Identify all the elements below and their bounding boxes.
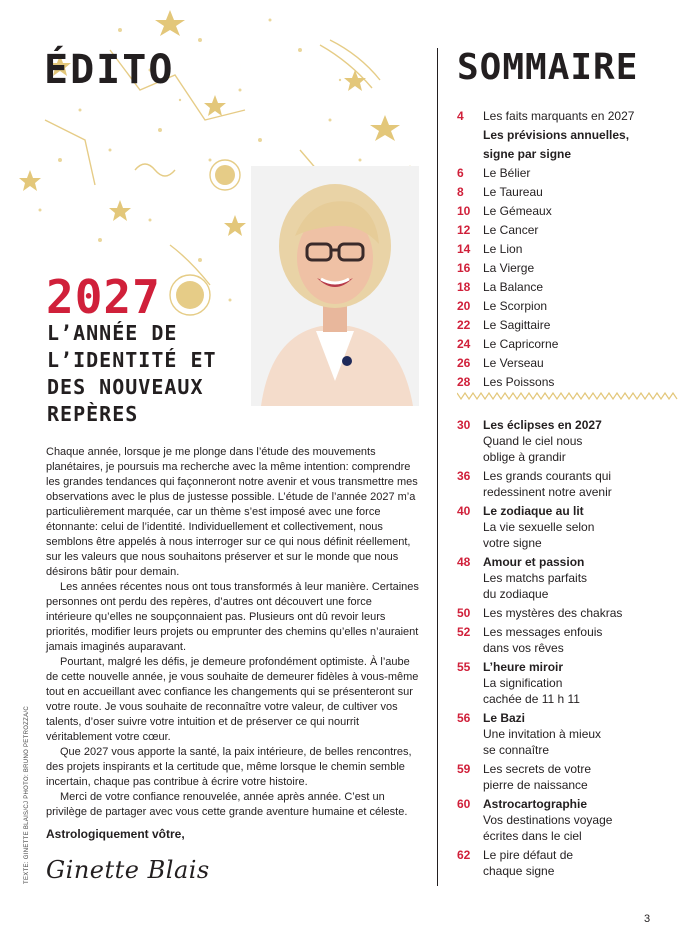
toc-item-title: Le Bélier [483,166,531,180]
toc-item-title: Le Gémeaux [483,204,552,218]
toc-page-number: 4 [457,109,464,123]
toc-item[interactable] [457,298,657,317]
column-divider [437,48,438,886]
toc-item[interactable] [457,222,657,241]
toc-item-line: du zodiaque [483,587,549,601]
toc-page-number [457,146,483,165]
toc-page-number: 26 [457,356,471,370]
author-signature: Ginette Blais [46,856,210,884]
toc-item-title: La Vierge [483,261,535,275]
edito-headline [47,320,247,428]
toc-item[interactable] [457,336,657,355]
toc-item-line: votre signe [483,536,542,550]
toc-item[interactable] [457,417,657,465]
toc-page-number: 56 [457,711,471,725]
toc-item-title: Astrocartographie [483,797,588,811]
toc-item[interactable] [457,184,657,203]
toc-item-text [483,847,657,879]
toc-item-text [483,554,657,602]
edito-paragraph: Que 2027 vous apporte la santé, la paix intérieure, de belles rencontres, des projets inspirants et la certitude que, même lorsque le chemin semble incertain, chaque pas contribue à écrire votre histoire. [46,746,412,788]
edito-paragraph: Chaque année, lorsque je me plonge dans l’étude des mouvements planétaires, je poursuis ma recherche avec la même intention: comprendre les grandes tendances qui façonneront notre avenir et vous transmettre mes observations avec le plus de justesse possible. L’étude de l’année 2027 m’a particulièrement marquée, car un thème s’est imposé avec une force étonnante: celui de l’identité. Individuellement et collectivement, nous semblons être appelés à nous interroger sur ce qui nous définit réellement, sur les valeurs que nous souhaitons préserver et sur le monde que nous désirons bâtir pour demain. [46,446,418,578]
toc-section-signs [457,108,657,393]
toc-item-title: L’heure miroir [483,660,564,674]
headline-line: L’ANNÉE DE [47,321,178,345]
toc-item-line: écrites dans le ciel [483,829,582,843]
toc-page-number: 59 [457,762,471,776]
toc-page-number: 14 [457,242,471,256]
toc-item-text [483,503,657,551]
toc-section-features [457,417,657,882]
toc-item-line: La vie sexuelle selon [483,520,595,534]
toc-item-line: Les matchs parfaits [483,571,588,585]
edito-body [46,445,420,820]
edito-title: ÉDITO [44,47,175,93]
toc-item-line: Le pire défaut de [483,848,574,862]
toc-item-title: Le Bazi [483,711,526,725]
toc-item-title: Le Cancer [483,223,539,237]
toc-item[interactable] [457,374,657,393]
toc-item[interactable] [457,355,657,374]
toc-item[interactable] [457,503,657,551]
toc-item-title: Amour et passion [483,555,585,569]
toc-page-number: 50 [457,606,471,620]
toc-page-number: 12 [457,223,471,237]
edito-signoff: Astrologiquement vôtre, [46,827,185,841]
headline-line: REPÈRES [47,402,139,426]
photo-credit: TEXTE: GINETTE BLAIS/CJ PHOTO: BRUNO PETROZZA/C [24,705,30,884]
toc-page-number: 28 [457,375,471,389]
toc-item-title: Le Scorpion [483,299,548,313]
toc-item-line: Les messages enfouis [483,625,603,639]
toc-item[interactable] [457,108,657,127]
toc-item[interactable] [457,659,657,707]
toc-item-title: Les faits marquants en 2027 [483,109,635,123]
toc-item[interactable] [457,279,657,298]
toc-item[interactable] [457,146,657,165]
toc-item[interactable] [457,241,657,260]
toc-page-number: 10 [457,204,471,218]
toc-item[interactable] [457,847,657,879]
toc-item-title: Le Capricorne [483,337,559,351]
toc-item-line: Une invitation à mieux [483,727,602,741]
toc-item[interactable] [457,127,657,146]
toc-page-number: 40 [457,504,471,518]
toc-page-number: 8 [457,185,464,199]
edito-year: 2027 [46,270,161,324]
toc-page-number: 20 [457,299,471,313]
toc-item-line: redessinent notre avenir [483,485,612,499]
toc-item-title: La Balance [483,280,544,294]
toc-item[interactable] [457,710,657,758]
toc-item[interactable] [457,605,657,621]
toc-item-line: chaque signe [483,864,555,878]
toc-page-number: 22 [457,318,471,332]
toc-item[interactable] [457,761,657,793]
toc-item[interactable] [457,468,657,500]
toc-page-number: 60 [457,797,471,811]
toc-item-text [483,468,657,500]
toc-item[interactable] [457,203,657,222]
toc-item-text [483,710,657,758]
toc-item[interactable] [457,260,657,279]
toc-item-line: Les mystères des chakras [483,606,623,620]
toc-item-line: cachée de 11 h 11 [483,692,580,706]
toc-page-number: 30 [457,418,471,432]
toc-page-number: 6 [457,166,464,180]
page-number: 3 [644,913,651,925]
toc-item-title: Les prévisions annuelles, [483,128,630,142]
toc-page-number: 36 [457,469,471,483]
toc-item-line: La signification [483,676,563,690]
toc-item[interactable] [457,796,657,844]
edito-paragraph: Pourtant, malgré les défis, je demeure profondément optimiste. À l’aube de cette nouvelle année, je vous souhaite de demeurer fidèles à vous-même tout en accueillant avec confiance les changements qui se présenteront sur votre route. Je vous souhaite de reconnaître votre valeur, de cultiver vos talents, d’oser suivre votre intuition et de préserver ce qui nourrit véritablement votre cœur. [46,656,419,743]
author-photo [251,166,419,406]
toc-item-title: Le Verseau [483,356,544,370]
toc-item-line: dans vos rêves [483,641,564,655]
toc-item-title: Le zodiaque au lit [483,504,584,518]
toc-item-title: Le Taureau [483,185,543,199]
toc-item[interactable] [457,554,657,602]
toc-item-title: Le Sagittaire [483,318,551,332]
toc-page-number: 48 [457,555,471,569]
toc-item-title: Les éclipses en 2027 [483,418,602,432]
headline-line: L’IDENTITÉ ET [47,348,217,372]
toc-page-number: 24 [457,337,471,351]
toc-item-line: pierre de naissance [483,778,588,792]
toc-page-number [457,127,483,146]
toc-item[interactable] [457,165,657,184]
toc-page-number: 18 [457,280,471,294]
toc-item-line: Vos destinations voyage [483,813,613,827]
toc-item-title: Les Poissons [483,375,555,389]
sommaire-title: SOMMAIRE [457,47,639,88]
toc-separator [457,392,678,400]
toc-item-title: Le Lion [483,242,523,256]
toc-item-text [483,659,657,707]
toc-item-line: Quand le ciel nous [483,434,583,448]
toc-page-number: 55 [457,660,471,674]
toc-item-text [483,796,657,844]
toc-page-number: 62 [457,848,471,862]
toc-item-line: Les secrets de votre [483,762,592,776]
toc-item-text [483,624,657,656]
toc-item-text [483,761,657,793]
toc-item[interactable] [457,317,657,336]
headline-line: DES NOUVEAUX [47,375,204,399]
edito-paragraph: Les années récentes nous ont tous transformés à leur manière. Certaines personnes ont perdu des repères, d’autres ont découvert une force intérieure qu’elles ne soupçonnaient pas. Plusieurs ont dû revoir leurs priorités, modifier leurs projets ou emprunter des chemins qu’elles n’auraient jamais imaginés auparavant. [46,581,419,653]
edito-paragraph: Merci de votre confiance renouvelée, année après année. C’est un privilège de partager avec vous cette grande aventure humaine et céleste. [46,791,408,818]
toc-item[interactable] [457,624,657,656]
toc-item-line: oblige à grandir [483,450,566,464]
toc-page-number: 52 [457,625,471,639]
toc-item-text [483,605,657,621]
toc-item-line: Les grands courants qui [483,469,612,483]
toc-item-title: signe par signe [483,147,572,161]
toc-item-line: se connaître [483,743,550,757]
toc-page-number: 16 [457,261,471,275]
toc-item-text [483,417,657,465]
